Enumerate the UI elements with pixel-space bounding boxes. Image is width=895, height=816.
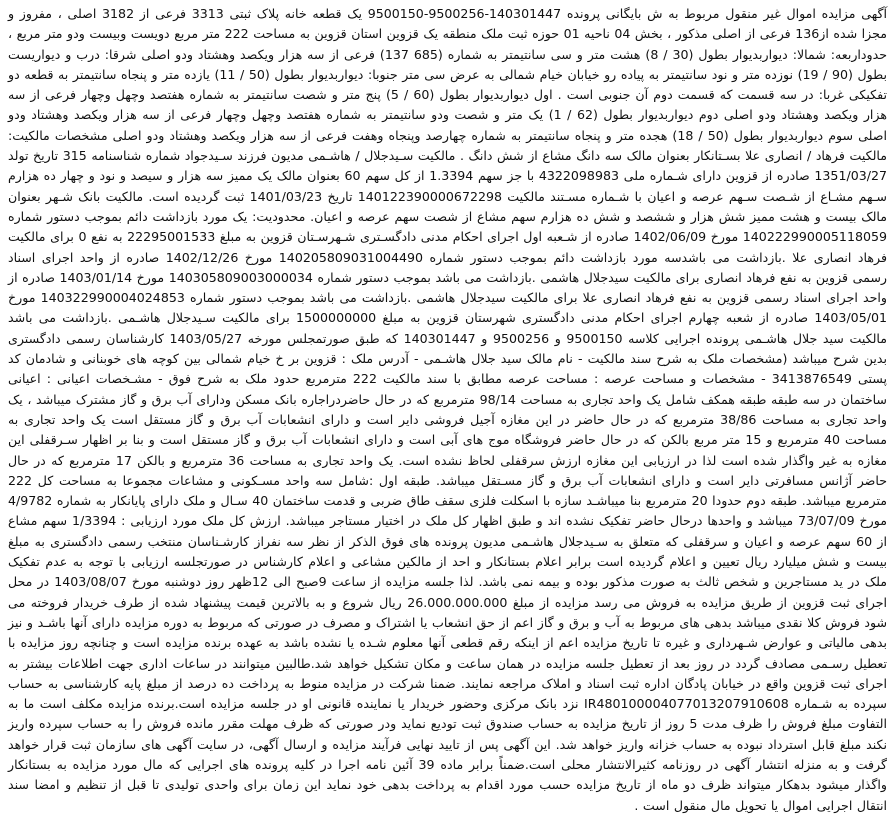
auction-notice-text: آگهی مزایده اموال غیر منقول مربوط به ش بایگانی پرونده 140301447-9500256-9500150 یک قطعه خانه پلاک ثبتی 3313 فرعی از 3182 اصلی ، مفروز و مجزا شده از136 فرعی از اصلی مذکور ، بخش 04 ناحیه 01 حوزه ثبت ملک منطقه یک قزوین استان قزوین به مساحت 222 متر مربع دویست وبیست ودو متر مربع ، حدوداربعه: شمالا: دیواربدیوار بطول (30 / 8) هشت متر و سی سانتیمتر به شماره (685 137) فرعی از سه هزار ویکصد وهشتاد ودو اصلی شرقا: درب و دیواریست بطول (90 / 19) نوزده متر و نود سانتیمتر به پیاده رو خیابان خیام شمالی به عرض سی متر جنوبا: دیواربدیوار بطول (50 / 11) یازده متر و پنجاه سانتیمتر به قطعه دو تفکیکی غربا: در سه قسمت که قسمت دوم آن جنوبی است . اول دیواربدیوار بطول (60 / 5) پنج متر و شصت سانتیمتر به شماره هفتصد وچهل وچهار فرعی از سه هزار ویکصد وهشتاد ودو اصلی دوم دیواربدیوار بطول (62 / 1) یک متر و شصت ودو سانتیمتر به شماره هفتصد وچهل وچهار فرعی از سه هزار ویکصد وهشتاد ودو اصلی سوم دیواربدیوار بطول (50 / 18) هجده متر و پنجاه سانتیمتر به شماره چهارصد وپنجاه وهفت فرعی از سه هزار ویکصد وهشتاد ودو اصلی مشخصات مالکیت: مالکیت فرهاد / انصاری علا بسـتانکار بعنوان مالک سه دانگ مشاع از شش دانگ . مالکیت سـیدجلال / هاشـمی مدیون فرزند سـیدجواد شماره شناسنامه 315 تاریخ تولد 1351/03/27 صادره از قزوین دارای شـماره ملی 4322098983 با جز سهم 1.3394 از کل سهم 60 بعنوان مالک یک ممیز سه هزار و سیصد و نود و چهار ده هزارم سـهم مشـاع از شـصت سـهم عرصه و اعیان با شـماره مسـتند مالکیت 140122390000672298 تاریخ 1401/03/23 ثبت گردیده است. مالکیت بانک شـهر بعنوان مالک بیست و هشت ممیز شش هزار و ششصد و شش ده هزارم سهم مشاع از شصت سهم عرصه و اعیان. محدودیت: یک مورد بازداشت دائم بموجب دستور شماره 140222990005118059 مورخ 1402/06/09 صادره از شـعبه اول اجرای احکام مدنی دادگسـتری شـهرسـتان قزوین به مبلغ 22295001533 به نفع 0 برای مالکیت فرهاد انصاری علا .بازداشت می باشدسه مورد بازداشت دائم بموجب دستور شماره 140205809031004490 مورخ 1402/12/26 صادره از واحد اجرای اسناد رسمی قزوین به نفع فرهاد انصاری برای مالکیت سیدجلال هاشمی .بازداشت می باشد بموجب دستور شماره 140305809003000034 مورخ 1403/01/14 صادره از واحد اجرای اسناد رسمی قزوین به نفع فرهاد انصاری علا برای مالکیت سیدجلال هاشمی .بازداشت می باشد بموجب دستور شماره 140322990004024853 مورخ 1403/05/01 صادره از شعبه چهارم اجرای احکام مدنی دادگستری شهرستان قزوین به مبلغ 1500000000 برای مالکیت سـیدجلال هاشـمی .بازداشت می باشد مالکیت سید جلال هاشـمی پرونده اجرایی کلاسه 9500150 و 9500256 و 140301447 که طبق صورتمجلس مورخه 1403/05/27 کارشناسان رسمی دادگستری بدین شرح میباشد (مشخصات ملک به شرح سند مالکیت - نام مالک سید جلال هاشـمی - آدرس ملک : قزوین بر خ خیام شمالی بین کوچه های خوبنانی و شادمان کد پستی 3413876549 - مشخصات و مساحت عرصه : مساحت عرصه مطابق با سند مالکیت 222 مترمربع حدود ملک به شرح فوق - مشـخصات اعیانی : اعیانی ساختمان در سه طبقه طبقه همکف شامل یک واحد تجاری به مساحت 98/14 مترمربع که در حال حاضردراجاره بانک مسکن ودارای آب برق و گاز مشترک میباشد ، یک واحد تجاری به مساحت 38/86 مترمربع که در حال حاضر در این مغازه آجیل فروشی دایر است و دارای انشعابات آب برق و گاز مستقل است یک واحد تجاری به مساحت 40 مترمربع و 15 متر مربع بالکن که در حال حاضر فروشگاه موج های آبی است و دارای انشعابات آب برق و گاز مستقل است و بنا بر اظهار سـرقفلی این مغازه به غیر واگذار شده است لذا در ارزیابی این مغازه ارزش سرقفلی لحاظ نشده است. یک واحد تجاری به مساحت 36 مترمربع و بالکن 17 مترمربع که در حال حاضر آژانس مسافرتی دایر است و دارای انشعابات آب برق و گاز مسـتقل میباشد. طبقه اول :شامل سه واحد مسـکونی و مشاعات مجموعا به مساحت کل 222 مترمربع میباشد. طبقه دوم حدودا 20 مترمربع بنا میباشـد سازه با اسکلت فلزی سقف طاق ضربی و قدمت ساختمان 40 سـال و ملک دارای پایانکار به شماره 4/9782 مورخ 73/07/09 میباشد و واحدها درحال حاضر تفکیک نشده اند و طبق اظهار کل ملک در اختیار مستاجر میباشد. ارزش کل ملک مورد ارزیابی : 1/3394 سهم مشاع از 60 سهم عرصه و اعیان و سرقفلی که متعلق به سـیدجلال هاشـمی مدیون پرونده های فوق الذکر از نظر سه نفراز کارشـناسان منتخب رسمی دادگستری به مبلغ بیست و شش میلیارد ریال تعیین و اعلام گردیده است برابر اعلام بستانکار و احد از مالکین مشاعی و اعلام کارشناس در صورتجلسه ارزیابی با توجه به عدم تفکیک ملک در ید مستاجرین و شخص ثالث به صورت مذکور بوده و بیمه نمی باشد. لذا جلسه مزایده از ساعت 9صبح الی 12ظهر روز دوشنبه مورخ 1403/08/07 در محل اجرای ثبت قزوین از طریق مزایده به فروش می رسد مزایده از مبلغ 26.000.000.000 ریال شروع و به بالاترین قیمت پیشنهاد شده از طرف خریدار فروخته می شود فروش کلا نقدی میباشد بدهی های مربوط به آب و برق و گاز اعم از حق انشعاب یا اشتراک و مصرف در صورتی که مربوط به دوره مزایده دارای آنها باشـد و نیز بدهی مالیاتی و عوارض شـهرداری و غیره تا تاریخ مزایده اعم از اینکه رقم قطعی آنها معلوم شـده یا نشده باشد به عهده برنده مزایده است و چنانچه روز مزایده با تعطیل رسـمی مصادف گردد در روز بعد از تعطیل جلسه مزایده در همان ساعت و مکان تشکیل خواهد شد.طالبین میتوانند در ساعات اداری جهت اطلاعات بیشتر به اجرای ثبت قزوین واقع در خیابان پادگان اداره ثبت اسناد و املاک مراجعه نمایند. ضمنا شرکت در مزایده منوط به پرداخت ده درصد از مبلغ پایه کارشناسی به حساب سپرده به شـماره IR480100004077013207910608 نزد بانک مرکزی وحضور خریدار یا نماینده قانونی او در جلسه مزایده است.برنده مزایده مکلف است ما به التفاوت مبلغ فروش را ظرف مدت 5 روز از تاریخ مزایده به حساب صندوق ثبت تودیع نماید ودر صورتی که ظرف مهلت مقرر مانده فروش را به حساب سپرده واریز نکند مبلغ قابل استرداد نبوده به حساب خزانه واریز خواهد شد. این آگهی پس از تایید نهایی فرآیند مزایده و ارسال آگهی، در سایت آگهی های سازمان ثبت قرار خواهد گرفت و به منزله انتشار آگهی در روزنامه کثیرالانتشار محلی است.ضمناً برابر ماده 39 آئین نامه اجرا در کلیه پرونده های اجرایی که مال مورد مزایده به بستانکار واگذار میشود بدهکار میتواند ظرف دو ماه از تاریخ مزایده حسب مورد اقدام به پرداخت بدهی خود نماید این زمان برای واحدی تولیدی تا قبل از تنظیم و امضا سند انتقال اجرایی اموال یا تحویل مال منقول است .	[8, 6, 888, 813]
